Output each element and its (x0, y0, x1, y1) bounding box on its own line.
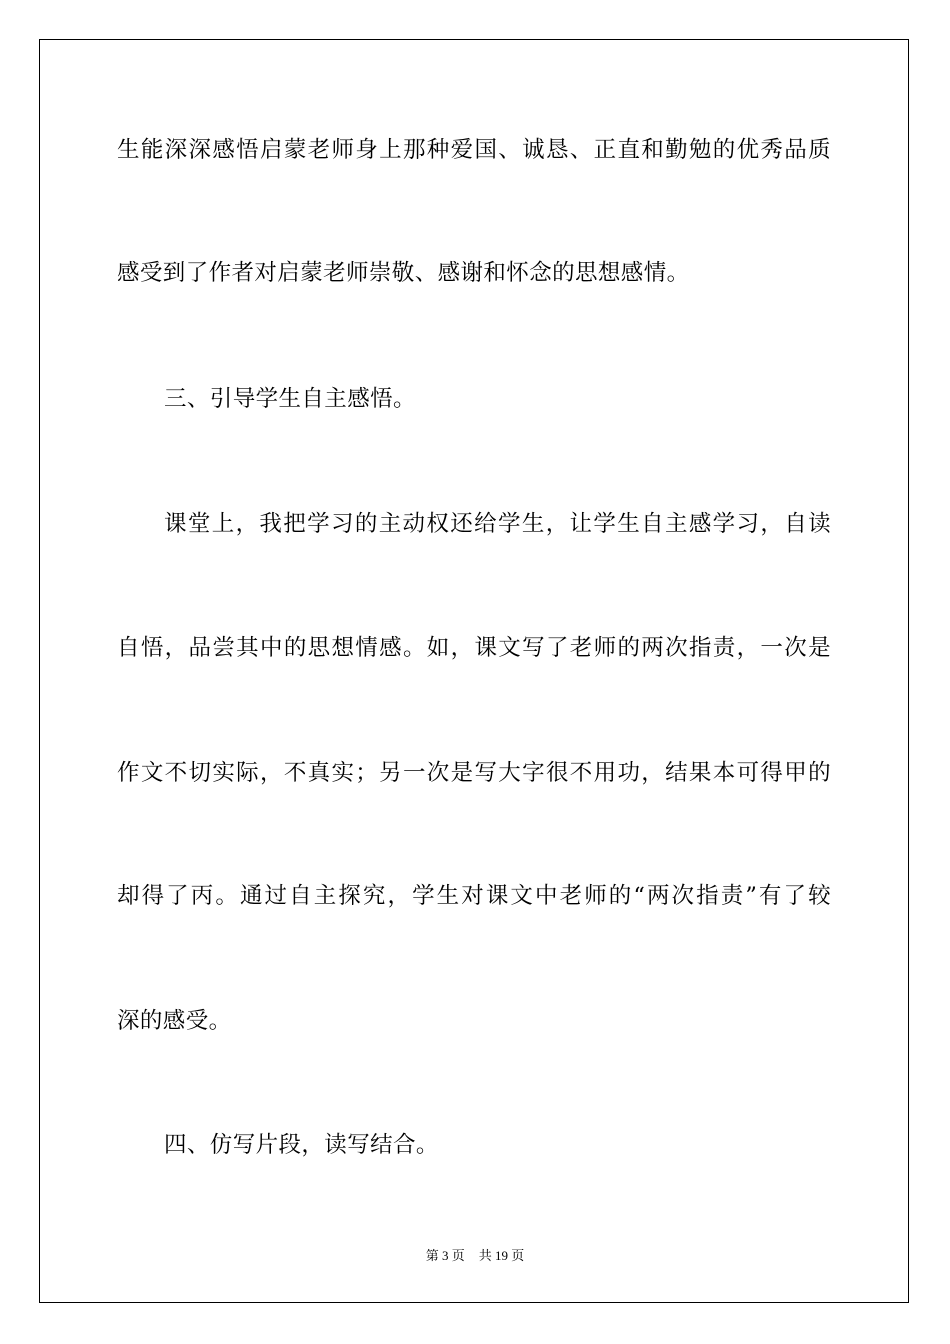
page-total: 共 19 页 (478, 1248, 525, 1263)
page-number: 第 3 页 (425, 1248, 465, 1263)
section-heading-4: 四、仿写片段，读写结合。 (164, 1132, 439, 1158)
text-line-5: 自悟，品尝其中的思想情感。如，课文写了老师的两次指责，一次是 (117, 635, 831, 661)
text-line-7: 却得了丙。通过自主探究，学生对课文中老师的“两次指责”有了较 (117, 883, 831, 909)
section-heading-3: 三、引导学生自主感悟。 (164, 386, 416, 412)
text-line-2: 感受到了作者对启蒙老师崇敬、感谢和怀念的思想感情。 (117, 260, 690, 286)
text-line-6: 作文不切实际，不真实；另一次是写大字很不用功，结果本可得甲的 (117, 760, 831, 786)
text-line-4: 课堂上，我把学习的主动权还给学生，让学生自主感学习，自读 (164, 511, 831, 537)
page-footer (0, 1247, 950, 1265)
text-line-8: 深的感受。 (117, 1008, 232, 1034)
text-line-1: 生能深深感悟启蒙老师身上那种爱国、诚恳、正直和勤勉的优秀品质 (117, 137, 831, 163)
page-border (39, 39, 909, 1303)
